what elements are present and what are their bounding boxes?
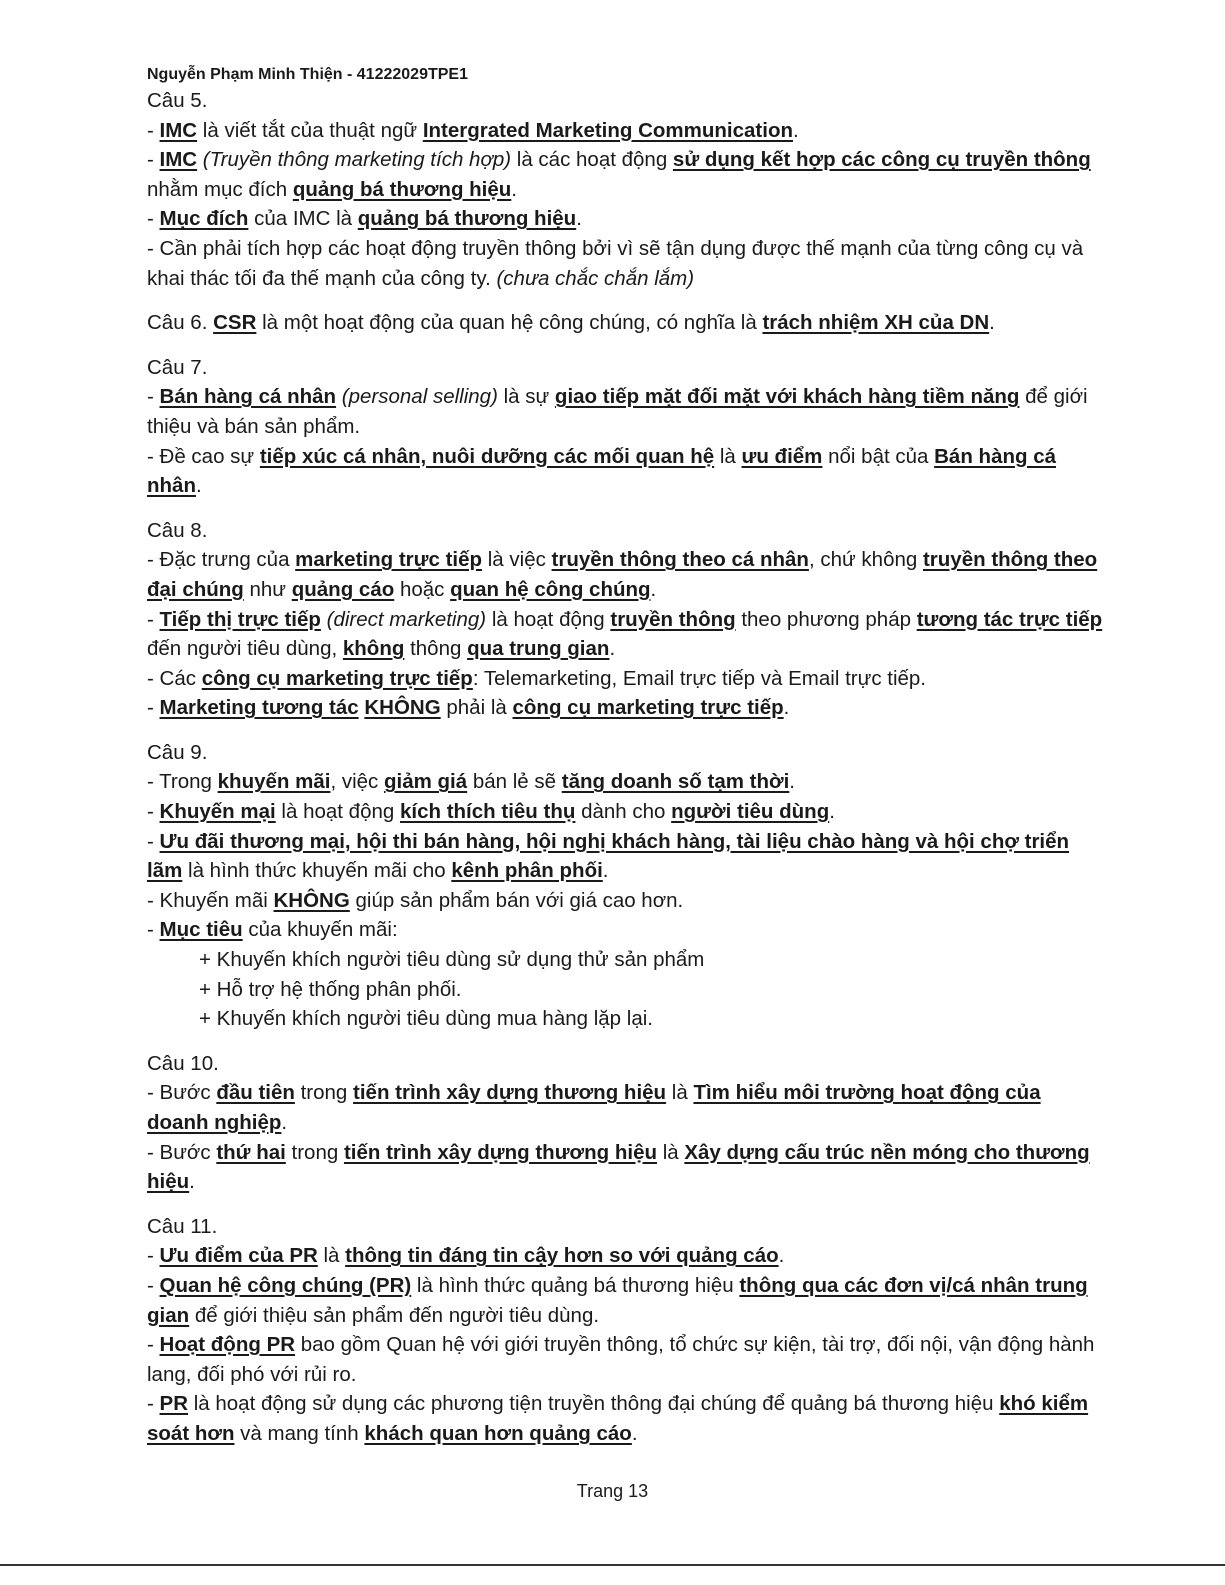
italic-note: (Truyền thông marketing tích hợp)	[197, 148, 512, 172]
text: Câu 6.	[147, 311, 214, 335]
text: -	[147, 1244, 160, 1268]
text: -	[147, 385, 160, 409]
q7-line-2	[147, 442, 1107, 501]
term: qua trung gian	[467, 637, 610, 661]
text: hoặc	[394, 577, 451, 601]
q10-line-2	[147, 1138, 1107, 1197]
term: thứ hai	[216, 1140, 286, 1164]
term: Bán hàng cá nhân	[147, 444, 1057, 498]
text: bán lẻ sẽ	[467, 770, 562, 794]
term: Ưu đãi thương mại, hội thi bán hàng, hội nghị khách hàng, tài liệu chào hàng và hội chợ triển lãm	[147, 829, 1070, 883]
text: thông	[404, 637, 468, 661]
q8-title: Câu 8.	[147, 518, 208, 542]
text: .	[281, 1111, 288, 1134]
term: khuyến mãi	[217, 770, 331, 794]
term: thông tin đáng tin cậy hơn so với quảng cáo	[345, 1244, 779, 1268]
text: là	[714, 444, 742, 468]
text: .	[793, 118, 799, 142]
q5-line-2	[147, 145, 1107, 204]
q11-line-1	[147, 1241, 1107, 1271]
text: là	[657, 1140, 685, 1164]
spacer	[147, 293, 1107, 308]
term: IMC	[159, 118, 198, 142]
term: Intergrated Marketing Communication	[422, 118, 793, 142]
q9-sub-item: + Khuyến khích người tiêu dùng sử dụng thử sản phẩm	[199, 948, 705, 972]
page-number: Trang 13	[576, 1481, 649, 1501]
text: là hoạt động sử dụng các phương tiện truyền thông đại chúng để quảng bá thương hiệu	[188, 1392, 1000, 1416]
spacer	[147, 723, 1107, 738]
document-page	[147, 64, 1107, 1449]
text: -	[147, 1273, 160, 1297]
text: -	[147, 800, 160, 824]
q7-line-1	[147, 382, 1107, 441]
text: .	[650, 577, 657, 601]
text: .	[195, 474, 202, 498]
term: công cụ marketing trực tiếp	[512, 696, 784, 720]
q9-line-5	[147, 915, 1107, 945]
text: của IMC là	[248, 207, 358, 231]
term: người tiêu dùng	[671, 800, 830, 824]
text: -	[147, 829, 160, 853]
text: : Telemarketing, Email trực tiếp và Email trực tiếp.	[472, 666, 927, 690]
text: -	[147, 207, 160, 231]
author-header: Nguyễn Phạm Minh Thiện - 41222029TPE1	[147, 66, 468, 83]
term: CSR	[213, 311, 257, 335]
text: là hình thức khuyến mãi cho	[182, 859, 452, 883]
q9-title: Câu 9.	[147, 740, 208, 764]
term: tiến trình xây dựng thương hiệu	[353, 1081, 667, 1105]
term: Khuyến mại	[159, 800, 276, 824]
term: khách quan hơn quảng cáo	[364, 1421, 632, 1445]
italic-note: (direct marketing)	[320, 607, 487, 631]
text: .	[829, 800, 835, 824]
term: KHÔNG	[364, 696, 441, 720]
q8-line-4	[147, 693, 1107, 723]
term: khó kiểm soát hơn	[147, 1392, 1089, 1445]
term: marketing trực tiếp	[295, 548, 483, 572]
spacer	[147, 338, 1107, 353]
spacer	[147, 1197, 1107, 1212]
term: giao tiếp mặt đối mặt với khách hàng tiềm năng	[554, 385, 1020, 409]
term: tiến trình xây dựng thương hiệu	[343, 1140, 657, 1164]
term: tiếp xúc cá nhân, nuôi dưỡng các mối quan hệ	[259, 444, 715, 468]
text: theo phương pháp	[735, 607, 917, 631]
text: - Khuyến mãi	[147, 888, 274, 912]
q5-title: Câu 5.	[147, 89, 208, 112]
term: truyền thông theo cá nhân	[551, 548, 809, 572]
term: PR	[159, 1392, 189, 1416]
text: như	[243, 577, 292, 601]
q6-line	[147, 308, 1107, 338]
term: IMC	[159, 148, 198, 172]
text: đến người tiêu dùng,	[147, 637, 343, 661]
term: đầu tiên	[216, 1081, 295, 1105]
term: trách nhiệm XH của DN	[762, 311, 990, 335]
term: Marketing tương tác	[159, 696, 359, 720]
text: là hình thức quảng bá thương hiệu	[411, 1273, 740, 1297]
term: Ưu điểm của PR	[159, 1244, 318, 1268]
spacer	[147, 501, 1107, 516]
text: -	[147, 696, 160, 720]
q9-line-4	[147, 886, 1107, 916]
text: -	[147, 118, 160, 142]
text: .	[602, 859, 609, 883]
text: -	[147, 918, 160, 942]
text: .	[189, 1170, 195, 1194]
q9-sub-item: + Khuyến khích người tiêu dùng mua hàng lặp lại.	[199, 1007, 653, 1031]
spacer	[147, 1034, 1107, 1049]
term: thông qua các đơn vị/cá nhân trung gian	[147, 1273, 1088, 1327]
text: .	[511, 177, 517, 201]
q8-line-2	[147, 605, 1107, 664]
text: giúp sản phẩm bán với giá cao hơn.	[349, 888, 684, 912]
text: để giới thiệu và bán sản phẩm.	[147, 385, 1088, 438]
term: quảng bá thương hiệu	[357, 207, 577, 231]
text: là viết tắt của thuật ngữ	[197, 118, 423, 142]
term: quảng bá thương hiệu	[292, 177, 512, 201]
q10-line-1	[147, 1078, 1107, 1137]
term: tăng doanh số tạm thời	[561, 770, 790, 794]
term: sử dụng kết hợp các công cụ truyền thông	[672, 148, 1091, 172]
text: .	[783, 696, 790, 720]
term: tương tác trực tiếp	[916, 607, 1103, 631]
term: kích thích tiêu thụ	[399, 800, 576, 824]
term: truyền thông	[610, 607, 736, 631]
q9-sub-item: + Hỗ trợ hệ thống phân phối.	[199, 977, 462, 1001]
q8-line-1	[147, 545, 1107, 604]
text: nổi bật của	[822, 444, 935, 468]
q11-line-3	[147, 1330, 1107, 1389]
text: .	[631, 1421, 638, 1445]
text: .	[576, 207, 582, 231]
term: không	[342, 637, 405, 661]
q5-line-4	[147, 234, 1107, 293]
term: công cụ marketing trực tiếp	[201, 666, 473, 690]
term: quan hệ công chúng	[450, 577, 651, 601]
text: và mang tính	[234, 1421, 365, 1445]
page-bottom-divider	[0, 1564, 1225, 1566]
text: - Bước	[147, 1140, 217, 1164]
term: Hoạt động PR	[159, 1333, 296, 1357]
text: là các hoạt động	[511, 148, 673, 172]
text: là hoạt động	[275, 800, 400, 824]
text: -	[147, 1333, 160, 1357]
text: - Bước	[147, 1081, 217, 1105]
text: .	[989, 311, 995, 335]
q5-line-3	[147, 204, 1107, 234]
text: là hoạt động	[486, 607, 611, 631]
term: Mục tiêu	[159, 918, 243, 942]
text: của khuyến mãi:	[242, 918, 398, 942]
term: quảng cáo	[291, 577, 395, 601]
q8-line-3	[147, 664, 1107, 694]
text: - Cần phải tích hợp các hoạt động truyền thông bởi vì sẽ tận dụng được thế mạnh của từng công cụ và khai thác tối đa thế mạnh của công ty.	[147, 236, 1084, 290]
text: nhằm mục đích	[147, 177, 293, 201]
text: trong	[285, 1140, 344, 1164]
text: là sự	[497, 385, 555, 409]
term: kênh phân phối	[451, 859, 603, 883]
text: , việc	[330, 770, 384, 794]
term: Xây dựng cấu trúc nền móng cho thương hiệu	[147, 1140, 1090, 1194]
q9-line-3	[147, 827, 1107, 886]
text: -	[147, 607, 160, 631]
text: .	[778, 1244, 785, 1268]
term: Tiếp thị trực tiếp	[159, 607, 321, 631]
term: truyền thông theo đại chúng	[147, 548, 1098, 601]
q9-line-2	[147, 797, 1107, 827]
term: KHÔNG	[273, 888, 350, 912]
text: dành cho	[575, 800, 672, 824]
text: để giới thiệu sản phẩm đến người tiêu dùng.	[189, 1303, 600, 1327]
text: .	[789, 770, 795, 794]
term: ưu điểm	[741, 444, 823, 468]
term: giảm giá	[383, 770, 468, 794]
text: , chứ không	[808, 548, 923, 572]
text: -	[147, 1392, 160, 1416]
term: Mục đích	[159, 207, 249, 231]
text: là	[317, 1244, 346, 1268]
text: là	[666, 1081, 694, 1105]
term: Quan hệ công chúng (PR)	[159, 1273, 412, 1297]
text: - Các	[147, 666, 202, 690]
italic-note: (chưa chắc chắn lắm)	[496, 266, 695, 290]
term: Tìm hiểu môi trường hoạt động của doanh nghiệp	[147, 1081, 1041, 1134]
text: -	[147, 148, 160, 172]
text: .	[609, 637, 616, 661]
text: là một hoạt động của quan hệ công chúng, có nghĩa là	[256, 311, 763, 335]
q10-title: Câu 10.	[147, 1051, 219, 1075]
q5-line-1	[147, 116, 1107, 146]
q9-line-1	[147, 767, 1107, 797]
text: - Trong	[147, 770, 218, 794]
text: trong	[294, 1081, 354, 1105]
text: - Đề cao sự	[147, 444, 260, 468]
text: là việc	[482, 548, 552, 572]
q11-title: Câu 11.	[147, 1214, 218, 1238]
q11-line-2	[147, 1271, 1107, 1330]
q7-title: Câu 7.	[147, 355, 208, 379]
text: bao gồm Quan hệ với giới truyền thông, tổ chức sự kiện, tài trợ, đối nội, vận động hành lang, đối phó với rủi ro.	[147, 1333, 1095, 1386]
text: phải là	[440, 696, 513, 720]
term: Bán hàng cá nhân	[159, 385, 337, 409]
text: - Đặc trưng của	[147, 548, 296, 572]
italic-note: (personal selling)	[336, 385, 498, 409]
q11-line-4	[147, 1389, 1107, 1448]
